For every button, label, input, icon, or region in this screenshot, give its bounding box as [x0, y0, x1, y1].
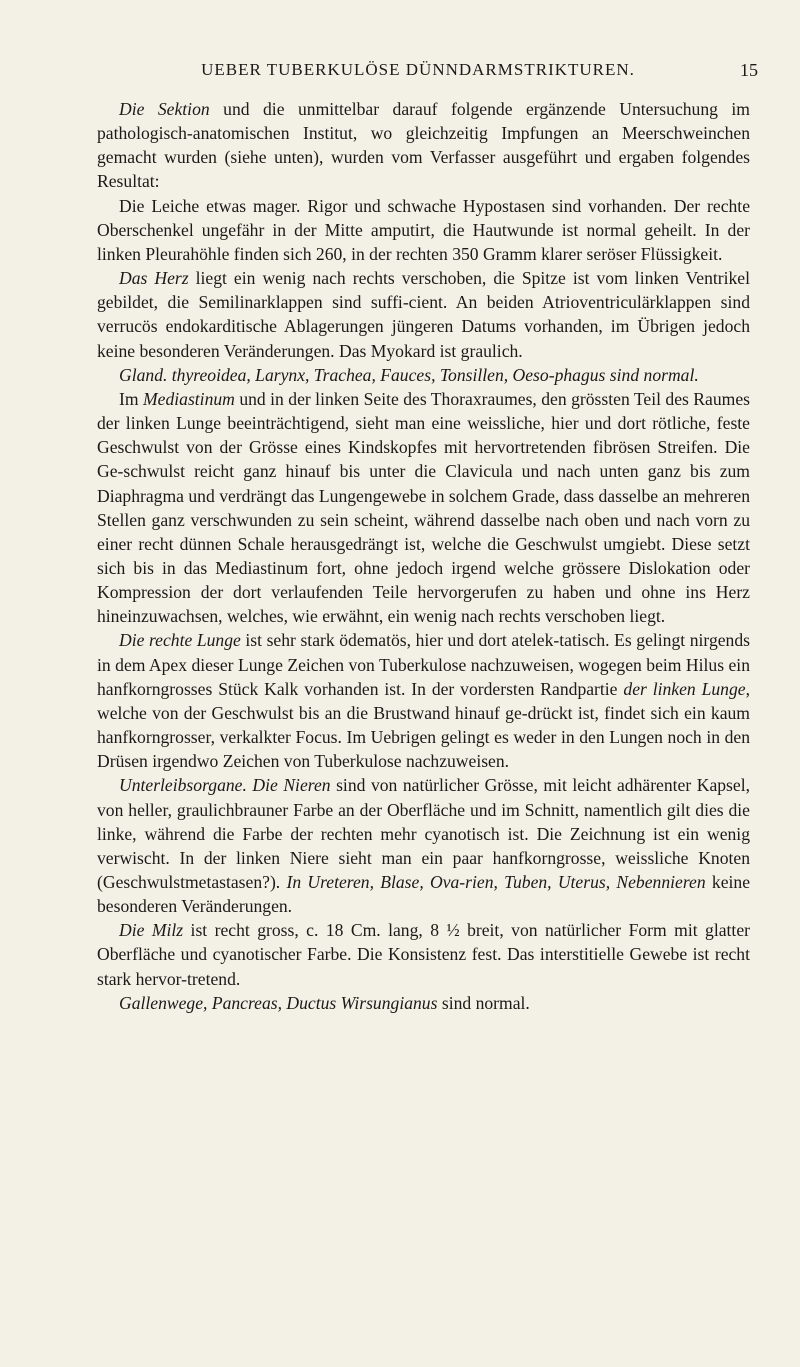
- span-5-3: , welche von der Geschwulst bis an die Brustwand hinauf ge-drückt ist, findet sich ein kaum hanfkorngrosser, verkalkter Focus. Im Uebrigen gelingt es weder in den Lungen noch in den Drüsen irgendwo Zeichen von Tuberkulose nachzuweisen.: [97, 678, 750, 772]
- page-number: 15: [740, 60, 758, 80]
- body-text: [97, 97, 750, 1015]
- span-5-0: Die rechte Lunge: [119, 630, 241, 651]
- paragraph: [97, 363, 750, 387]
- span-7-0: Die Milz: [119, 920, 184, 941]
- span-8-0: Gallenwege, Pancreas, Ductus Wirsungianus: [119, 992, 438, 1013]
- span-6-3: keine besonderen Veränderungen.: [97, 872, 751, 917]
- span-4-2: und in der linken Seite des Thoraxraumes, den grössten Teil des Raumes der linken Lunge beeinträchtigend, sieht man eine weissliche, hier und dort rötliche, feste Geschwulst von der Grösse eines Kindskopfes mit hervortretenden fibrösen Streifen. Die Ge-schwulst reicht ganz hinauf bis unter die Clavicula und nach unten ganz bis zum Diaphragma und verdrängt das Lungengewebe in solchem Grade, dass dasselbe an mehreren Stellen ganz verschwunden zu sein scheint, während dasselbe nach oben und nach vorn zu einer recht dünnen Schale herausgedrängt ist, welche die Geschwulst umgiebt. Diese setzt sich bis in das Mediastinum fort, ohne jedoch irgend welche grössere Dislokation oder Kompression der dort verlaufenden Teile hervorgerufen zu haben und ohne ins Herz hineinzuwachsen, welches, wie erwähnt, ein wenig nach rechts verschoben liegt.: [97, 388, 750, 627]
- span-2-1: liegt ein wenig nach rechts verschoben, die Spitze ist vom linken Ventrikel gebildet, die Semilinarklappen sind suffi-cient. An beiden Atrioventriculärklappen sind verrucös endokarditische Ablagerungen jüngeren Datums vorhanden, im Übrigen jedoch keine besonderen Veränderungen. Das Myokard ist graulich.: [97, 268, 750, 361]
- span-3-0: Gland. thyreoidea, Larynx, Trachea, Fauces, Tonsillen, Oeso-phagus sind normal.: [119, 364, 699, 385]
- span-4-0: Im: [119, 388, 143, 409]
- paragraph: [97, 628, 750, 773]
- paragraph: [97, 97, 750, 194]
- paragraph: [97, 918, 750, 990]
- page-header: [118, 60, 758, 88]
- paragraph: [97, 194, 750, 266]
- span-4-1: Mediastinum: [143, 388, 235, 409]
- paragraph: [97, 266, 750, 363]
- span-2-0: Das Herz: [119, 268, 189, 289]
- span-7-1: ist recht gross, c. 18 Cm. lang, 8 ½ breit, von natürlicher Form mit glatter Oberfläche und cyanotischer Farbe. Die Konsistenz fest. Das interstitielle Gewebe ist recht stark hervor-tretend.: [97, 920, 750, 989]
- span-6-1: sind von natürlicher Grösse, mit leicht adhärenter Kapsel, von heller, graulichbrauner Farbe an der Oberfläche und im Schnitt, namentlich gilt dies die linke, während die Farbe der rechten mehr cyanotisch ist. Die Zeichnung ist ein wenig verwischt. In der linken Niere sieht man ein paar hanfkorngrosse, weissliche Knoten (Geschwulstmetastasen?).: [97, 775, 750, 892]
- span-5-1: ist sehr stark ödematös, hier und dort atelek-tatisch. Es gelingt nirgends in dem Apex dieser Lunge Zeichen von Tuberkulose nachzuweisen, wogegen beim Hilus ein hanfkorngrosses Stück Kalk vorhanden ist. In der vordersten Randpartie: [97, 630, 750, 699]
- span-0-0: Die Sektion: [119, 99, 210, 119]
- span-0-1: und die unmittelbar darauf folgende ergänzende Untersuchung im pathologisch-anatomischen Institut, wo gleichzeitig Impfungen an Meerschweinchen gemacht wurden (siehe unten), wurden vom Verfasser ausgeführt und ergaben folgendes Resultat:: [97, 99, 750, 192]
- span-6-0: Unterleibsorgane. Die Nieren: [119, 775, 331, 796]
- paragraph: [97, 773, 750, 918]
- paragraph: [97, 991, 750, 1015]
- span-5-2: der linken Lunge: [623, 678, 746, 699]
- span-8-1: sind normal.: [437, 992, 530, 1013]
- paragraph: [97, 387, 750, 629]
- running-title: UEBER TUBERKULÖSE DÜNNDARMSTRIKTUREN.: [201, 60, 635, 79]
- span-6-2: In Ureteren, Blase, Ova-rien, Tuben, Uterus, Nebennieren: [286, 872, 706, 892]
- span-1-0: Die Leiche etwas mager. Rigor und schwache Hypostasen sind vorhanden. Der rechte Oberschenkel ungefähr in der Mitte amputirt, die Hautwunde ist normal geheilt. In der linken Pleurahöhle finden sich 260, in der rechten 350 Gramm klarer seröser Flüssigkeit.: [97, 195, 750, 264]
